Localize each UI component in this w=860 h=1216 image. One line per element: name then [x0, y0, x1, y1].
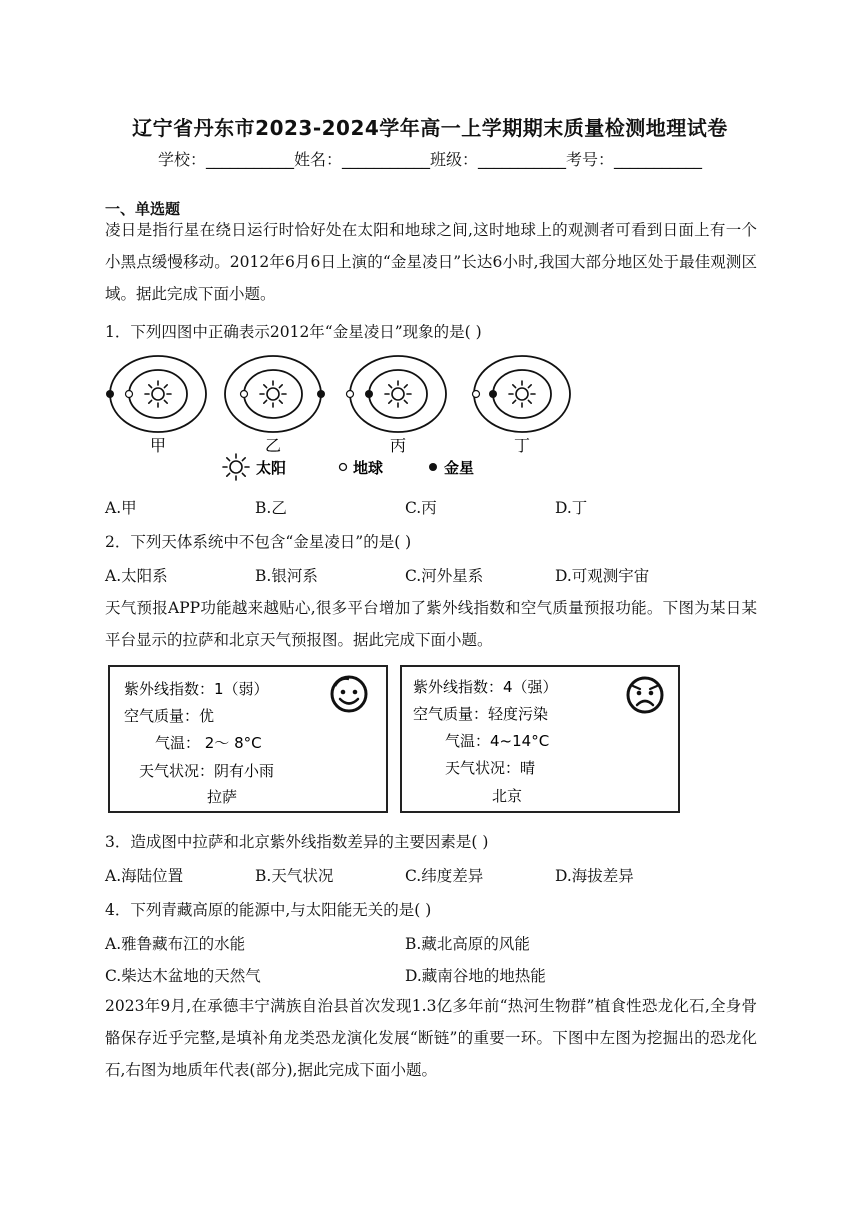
lhasa-city: 拉萨	[207, 788, 238, 806]
legend-sun: 太阳	[256, 459, 287, 477]
passage-transit: 凌日是指行星在绕日运行时恰好处在太阳和地球之间,这时地球上的观测者可看到日面上有一个小黑点缓慢移动。2012年6月6日上演的“金星凌日”长达6小时,我国大部分地区处于最佳观测区域。据此完成下面小题。	[105, 221, 757, 303]
sun-icon	[223, 454, 249, 480]
orbit-diagram-ding	[473, 356, 571, 455]
figure-legend	[223, 454, 474, 480]
question-2: 2．下列天体系统中不包含“金星凌日”的是( )	[105, 533, 412, 551]
passage-dinosaur: 2023年9月,在承德丰宁满族自治县首次发现1.3亿多年前“热河生物群”植食性恐龙化石,全身骨骼保存近乎完整,是填补角龙类恐龙演化发展“断链”的重要一环。下图中左图为挖掘出的恐龙化石,右图为地质年代表(部分),据此完成下面小题。	[105, 997, 757, 1079]
beijing-uv: 紫外线指数：4（强）	[413, 678, 558, 696]
orbit-diagram-bing	[347, 356, 447, 455]
q4-option-c: C.柴达木盆地的天然气	[105, 967, 261, 985]
orbit-diagram-jia	[106, 356, 206, 455]
question-3: 3．造成图中拉萨和北京紫外线指数差异的主要因素是( )	[105, 833, 489, 851]
lhasa-condition: 天气状况：阴有小雨	[139, 762, 275, 780]
beijing-condition: 天气状况：晴	[445, 759, 536, 777]
q3-option-c: C.纬度差异	[405, 867, 484, 885]
lhasa-weather-panel	[109, 666, 387, 812]
q3-option-d: D.海拔差异	[555, 867, 634, 885]
diagram-label-ding: 丁	[513, 436, 531, 455]
q2-option-b: B.银河系	[255, 567, 318, 585]
q1-option-a: A.甲	[105, 499, 137, 517]
section-heading: 一、单选题	[105, 200, 181, 218]
weather-forecast-figure	[107, 664, 683, 816]
diagram-label-bing: 丙	[389, 436, 407, 455]
sad-face-icon	[628, 678, 662, 712]
passage-weather: 天气预报APP功能越来越贴心,很多平台增加了紫外线指数和空气质量预报功能。下图为某日某平台显示的拉萨和北京天气预报图。据此完成下面小题。	[105, 599, 757, 649]
orbit-diagram-yi	[225, 356, 325, 455]
q2-option-d: D.可观测宇宙	[555, 567, 650, 585]
question-1: 1．下列四图中正确表示2012年“金星凌日”现象的是( )	[105, 323, 482, 341]
beijing-city: 北京	[492, 787, 523, 805]
lhasa-temp: 气温： 2～ 8°C	[155, 734, 262, 752]
q3-option-b: B.天气状况	[255, 867, 334, 885]
question-4: 4．下列青藏高原的能源中,与太阳能无关的是( )	[105, 901, 432, 919]
earth-icon	[340, 464, 347, 471]
beijing-weather-panel	[401, 666, 679, 812]
page-title: 辽宁省丹东市2023-2024学年高一上学期期末质量检测地理试卷	[132, 116, 728, 140]
diagram-label-jia: 甲	[149, 436, 167, 455]
q1-option-d: D.丁	[555, 499, 588, 517]
q4-option-d: D.藏南谷地的地热能	[405, 967, 546, 985]
beijing-temp: 气温：4~14°C	[445, 732, 550, 750]
transit-orbit-figure	[100, 352, 590, 487]
q1-option-c: C.丙	[405, 499, 437, 517]
q4-option-a: A.雅鲁藏布江的水能	[105, 935, 246, 953]
legend-earth: 地球	[353, 459, 384, 477]
diagram-label-yi: 乙	[264, 436, 282, 455]
q3-option-a: A.海陆位置	[105, 867, 184, 885]
venus-icon	[429, 463, 437, 471]
q1-option-b: B.乙	[255, 499, 287, 517]
happy-face-icon	[332, 677, 366, 711]
beijing-air: 空气质量：轻度污染	[413, 705, 549, 723]
student-info-line: 学校：___________姓名：___________班级：___________考号：___________	[157, 150, 702, 169]
legend-venus: 金星	[444, 459, 475, 477]
lhasa-air: 空气质量：优	[124, 707, 215, 725]
q4-option-b: B.藏北高原的风能	[405, 935, 530, 953]
q2-option-a: A.太阳系	[105, 567, 168, 585]
q2-option-c: C.河外星系	[405, 567, 484, 585]
lhasa-uv: 紫外线指数：1（弱）	[124, 680, 269, 698]
